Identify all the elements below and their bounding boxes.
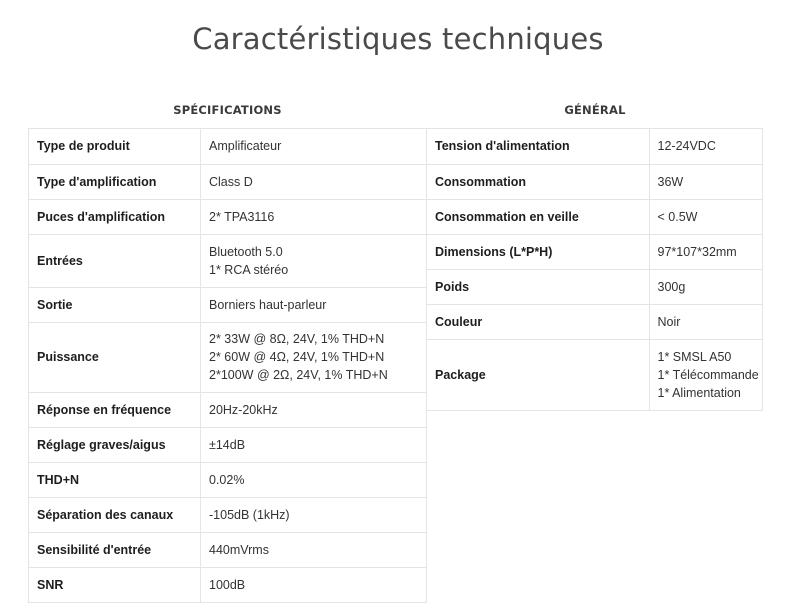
spec-label: Package	[427, 339, 649, 410]
spec-value-line: Noir	[657, 314, 681, 329]
spec-row	[427, 339, 763, 410]
spec-value-line: 20Hz-20kHz	[209, 402, 278, 417]
spec-label: Séparation des canaux	[29, 497, 201, 532]
spec-value	[201, 532, 427, 567]
spec-label: Consommation en veille	[427, 199, 649, 234]
spec-value-line: Amplificateur	[209, 139, 282, 154]
spec-value-line: -105dB (1kHz)	[209, 507, 290, 522]
spec-value	[201, 462, 427, 497]
spec-label: Entrées	[29, 234, 201, 287]
spec-value-line: < 0.5W	[657, 209, 698, 224]
page-title: Caractéristiques techniques	[192, 22, 604, 56]
spec-row	[427, 199, 763, 234]
specifications-section	[28, 98, 427, 603]
general-table	[427, 129, 763, 411]
spec-row	[29, 129, 427, 164]
spec-value-line: 300g	[657, 279, 686, 294]
spec-value-line: 36W	[657, 174, 684, 189]
spec-value-line: 1* Télécommande	[657, 367, 759, 382]
spec-value	[201, 322, 427, 392]
spec-row	[29, 322, 427, 392]
general-section	[427, 98, 763, 411]
spec-label: Sortie	[29, 287, 201, 322]
spec-value	[201, 129, 427, 164]
spec-row	[427, 164, 763, 199]
spec-value-line: Class D	[209, 174, 253, 189]
spec-label: Réponse en fréquence	[29, 392, 201, 427]
spec-label: Réglage graves/aigus	[29, 427, 201, 462]
spec-label: Tension d'alimentation	[427, 129, 649, 164]
spec-value-line: 1* RCA stéréo	[209, 262, 289, 277]
spec-row	[29, 287, 427, 322]
spec-value-line: 2* 60W @ 4Ω, 24V, 1% THD+N	[209, 350, 385, 364]
spec-value	[649, 304, 763, 339]
spec-value	[201, 392, 427, 427]
spec-value	[201, 164, 427, 199]
spec-value	[201, 427, 427, 462]
spec-value	[649, 269, 763, 304]
general-table-body	[427, 129, 763, 410]
spec-row	[29, 567, 427, 602]
spec-value-line: 97*107*32mm	[657, 244, 737, 259]
spec-value-line: 2* 33W @ 8Ω, 24V, 1% THD+N	[209, 332, 385, 346]
spec-label: Puissance	[29, 322, 201, 392]
spec-value-line: 0.02%	[209, 472, 245, 487]
spec-label: Type d'amplification	[29, 164, 201, 199]
spec-row	[29, 427, 427, 462]
spec-label: Poids	[427, 269, 649, 304]
spec-row	[29, 199, 427, 234]
spec-label: Type de produit	[29, 129, 201, 164]
spec-value-line: 2*100W @ 2Ω, 24V, 1% THD+N	[209, 368, 388, 382]
specifications-header: SPÉCIFICATIONS	[28, 98, 427, 129]
spec-value-line: Borniers haut-parleur	[209, 297, 327, 312]
spec-value-line: 1* SMSL A50	[657, 349, 732, 364]
spec-row	[29, 532, 427, 567]
spec-value	[649, 129, 763, 164]
spec-row	[427, 129, 763, 164]
spec-value	[201, 234, 427, 287]
spec-label: SNR	[29, 567, 201, 602]
spec-value	[649, 164, 763, 199]
spec-label: Consommation	[427, 164, 649, 199]
spec-value-line: 440mVrms	[209, 542, 269, 557]
spec-value-line: 100dB	[209, 577, 246, 592]
spec-row	[29, 234, 427, 287]
spec-value-line: 12-24VDC	[657, 139, 716, 154]
spec-row	[29, 497, 427, 532]
spec-row	[29, 392, 427, 427]
spec-value	[649, 339, 763, 410]
spec-value-line: Bluetooth 5.0	[209, 244, 283, 259]
spec-row	[29, 164, 427, 199]
spec-label: Dimensions (L*P*H)	[427, 234, 649, 269]
specifications-table-body	[29, 129, 427, 602]
spec-label: Sensibilité d'entrée	[29, 532, 201, 567]
general-header: GÉNÉRAL	[427, 98, 763, 129]
spec-value	[649, 199, 763, 234]
spec-label: Puces d'amplification	[29, 199, 201, 234]
spec-label: Couleur	[427, 304, 649, 339]
spec-label: THD+N	[29, 462, 201, 497]
spec-value-line: 2* TPA3116	[209, 209, 275, 224]
spec-value	[201, 287, 427, 322]
spec-row	[427, 234, 763, 269]
spec-value-line: 1* Alimentation	[657, 385, 741, 400]
spec-value	[201, 497, 427, 532]
spec-value-line: ±14dB	[209, 437, 246, 452]
specifications-table	[28, 129, 427, 603]
spec-row	[29, 462, 427, 497]
spec-value	[201, 199, 427, 234]
spec-row	[427, 269, 763, 304]
spec-value	[201, 567, 427, 602]
spec-value	[649, 234, 763, 269]
spec-row	[427, 304, 763, 339]
